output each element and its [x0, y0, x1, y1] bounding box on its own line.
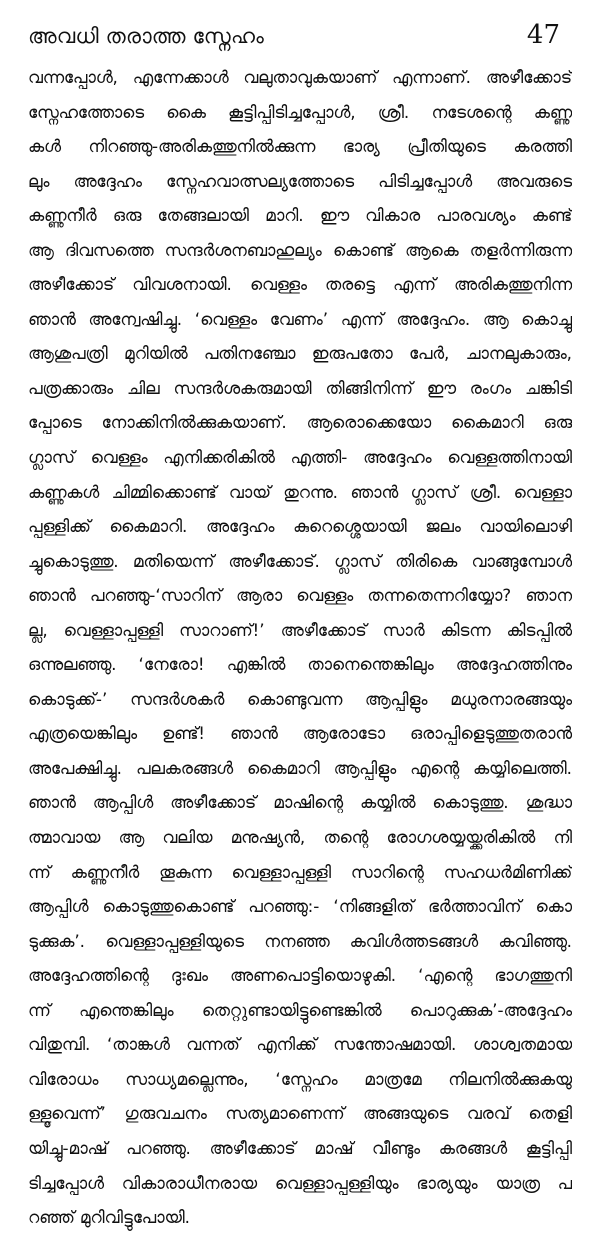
text-line-last: റഞ്ഞ് മുറിവിട്ടുപോയി.: [28, 1207, 190, 1228]
text-line: അഴീക്കോട് വിവശനായി. വെള്ളം തരട്ടെ എന്ന് അരികത്തുനിന്ന: [28, 274, 572, 295]
text-line: കൊടുക്ക്-’ സന്ദർശകർ കൊണ്ടുവന്ന ആപ്പിളും മധുരനാരങ്ങയും: [28, 688, 572, 709]
page-header: [28, 12, 560, 58]
text-line: ഗ്ലാസ് വെള്ളം എനിക്കരികിൽ എത്തി- അദ്ദേഹം വെള്ളത്തിനായി: [28, 447, 572, 468]
text-line: കൾ നിറഞ്ഞു-അരികത്തുനിൽക്കുന്ന ഭാര്യ പ്രീതിയുടെ കരത്തി: [28, 136, 572, 157]
text-line: പ്പള്ളിക്ക് കൈമാറി. അദ്ദേഹം കുറെശ്ശെയായി ജലം വായിലൊഴി: [28, 516, 572, 537]
running-title: അവധി തരാത്ത സ്നേഹം: [28, 24, 264, 48]
text-line: ച്ചുകൊടുത്തു. മതിയെന്ന് അഴീക്കോട്. ഗ്ലാസ് തിരികെ വാങ്ങുമ്പോൾ: [28, 550, 572, 571]
text-line: പത്രക്കാരും ചില സന്ദർശകരുമായി തിങ്ങിനിന്ന് ഈ രംഗം ചങ്കിടി: [28, 377, 572, 398]
text-line: ത്മാവായ ആ വലിയ മനുഷ്യൻ, തന്റെ രോഗശയ്യയ്ക്കരികിൽ നി: [28, 827, 572, 848]
text-line: യിച്ചു-മാഷ് പറഞ്ഞു. അഴീക്കോട് മാഷ് വീണ്ടും കരങ്ങൾ കൂട്ടിപ്പി: [28, 1137, 572, 1158]
body-text: [28, 60, 572, 1235]
text-line: അദ്ദേഹത്തിന്റെ ദുഃഖം അണപൊട്ടിയൊഴുകി. ‘എന്റെ ഭാഗത്തുനി: [28, 965, 572, 986]
text-line: പ്പോടെ നോക്കിനിൽക്കുകയാണ്. ആരൊക്കെയോ കൈമാറി ഒരു: [28, 412, 572, 433]
page-number: 47: [526, 20, 560, 50]
text-line: ന്ന് കണ്ണുനീർ തൂകുന്ന വെള്ളാപ്പള്ളി സാറിന്റെ സഹധർമിണിക്ക്: [28, 861, 572, 882]
text-line: വിരോധം സാധ്യമല്ലെന്നും, ‘സ്നേഹം മാത്രമേ നിലനിൽക്കുകയു: [28, 1068, 572, 1089]
text-line: ഞാൻ ആപ്പിൾ അഴീക്കോട് മാഷിന്റെ കയ്യിൽ കൊടുത്തു. ശുദ്ധാ: [28, 792, 572, 813]
text-line: വിതുമ്പി. ‘താങ്കൾ വന്നത് എനിക്ക് സന്തോഷമായി. ശാശ്വതമായ: [28, 1034, 572, 1055]
text-line: ല്ല, വെള്ളാപ്പള്ളി സാറാണ്!’ അഴീക്കോട് സാർ കിടന്ന കിടപ്പിൽ: [28, 619, 572, 640]
text-line: ആ ദിവസത്തെ സന്ദർശനബാഹുല്യം കൊണ്ട് ആകെ തളർന്നിരുന്ന: [28, 239, 572, 260]
text-line: ള്ളൂവെന്ന്’ ഗുരുവചനം സത്യമാണെന്ന് അങ്ങയുടെ വരവ് തെളി: [28, 1103, 572, 1124]
text-line: ഒന്നുലഞ്ഞു. ‘നേരോ! എങ്കിൽ താനെന്തെങ്കിലും അദ്ദേഹത്തിനും: [28, 654, 572, 675]
text-line: വന്നപ്പോൾ, എന്നേക്കാൾ വലുതാവുകയാണ് എന്നാണ്. അഴീക്കോട്: [28, 67, 572, 87]
text-line: ആപ്പിൾ കൊടുത്തുകൊണ്ട് പറഞ്ഞു:- ‘നിങ്ങളിത് ഭർത്താവിന് കൊ: [28, 896, 572, 917]
text-line: ലും അദ്ദേഹം സ്നേഹവാത്സല്യത്തോടെ പിടിച്ചപ്പോൾ അവരുടെ: [28, 170, 572, 191]
text-line: അപേക്ഷിച്ചു. പലകരങ്ങൾ കൈമാറി ആപ്പിളും എന്റെ കയ്യിലെത്തി.: [28, 757, 572, 778]
text-line: ടിച്ചപ്പോൾ വികാരാധീനരായ വെള്ളാപ്പള്ളിയും ഭാര്യയും യാത്ര പ: [28, 1172, 572, 1193]
text-line: കണ്ണുനീർ ഒരു തേങ്ങലായി മാറി. ഈ വികാര പാരവശ്യം കണ്ട്: [28, 205, 572, 226]
text-line: ന്ന് എന്തെങ്കിലും തെറ്റുണ്ടായിട്ടുണ്ടെങ്കിൽ പൊറുക്കുക’-അദ്ദേഹം: [28, 999, 572, 1020]
text-line: ഞാൻ പറഞ്ഞു-‘സാറിന് ആരാ വെള്ളം തന്നതെന്നറിയ്യോ? ഞാന: [28, 585, 572, 606]
text-line: സ്നേഹത്തോടെ കൈ കൂട്ടിപ്പിടിച്ചപ്പോൾ, ശ്രീ. നടേശന്റെ കണ്ണു: [28, 101, 572, 122]
text-line: കണ്ണുകൾ ചിമ്മിക്കൊണ്ട് വായ് തുറന്നു. ഞാൻ ഗ്ലാസ് ശ്രീ. വെള്ളാ: [28, 481, 572, 502]
text-line: ടുക്കുക’. വെള്ളാപ്പള്ളിയുടെ നനഞ്ഞ കവിൾത്തടങ്ങൾ കവിഞ്ഞു.: [28, 930, 572, 951]
text-line: ആശുപത്രി മുറിയിൽ പതിനഞ്ചോ ഇരുപതോ പേർ, ചാനലുകാരും,: [28, 343, 572, 364]
text-line: എത്രയെങ്കിലും ഉണ്ട്! ഞാൻ ആരോടോ ഒരാപ്പിളെടുത്തുതരാൻ: [28, 723, 572, 744]
text-line: ഞാൻ അന്വേഷിച്ചു. ‘വെള്ളം വേണം’ എന്ന് അദ്ദേഹം. ആ കൊച്ചു: [28, 308, 572, 329]
